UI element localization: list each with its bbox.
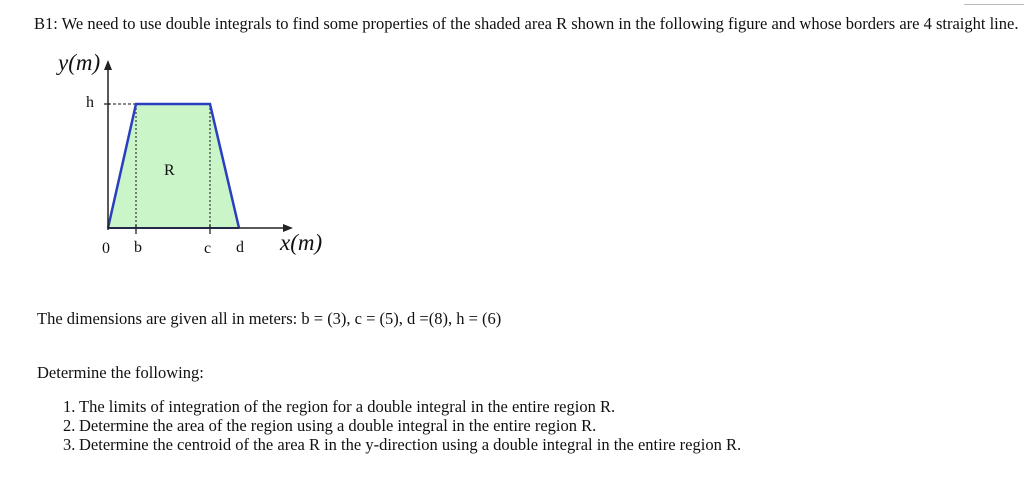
x-axis-label: x(m) [280,230,323,255]
task-item [63,397,741,416]
task-text: Determine the centroid of the area R in the y-direction using a double integral in the entire region R. [79,435,742,454]
region-label: R [164,162,175,179]
task-text: Determine the area of the region using a double integral in the entire region R. [79,416,597,435]
task-text: The limits of integration of the region for a double integral in the entire region R. [79,397,616,416]
task-item [63,435,741,454]
task-number: 1. [63,397,76,416]
y-axis-arrow [104,60,112,70]
task-list [63,397,741,454]
d-label: d [236,239,244,256]
task-number: 2. [63,416,76,435]
task-item [63,416,741,435]
origin-label: 0 [102,240,110,257]
dimensions-text: The dimensions are given all in meters: b = (3), c = (5), d =(8), h = (6) [37,309,502,328]
b-label: b [134,239,142,256]
corner-mark [964,0,1024,5]
c-label: c [204,240,212,257]
determine-heading: Determine the following: [37,363,204,382]
problem-title: B1: We need to use double integrals to find some properties of the shaded area R shown in the following figure and whose borders are 4 straight line. [34,14,1019,33]
y-axis-label: y(m) [58,50,101,75]
trapezoid-figure [52,48,352,273]
task-number: 3. [63,435,76,454]
h-label: h [86,94,94,111]
